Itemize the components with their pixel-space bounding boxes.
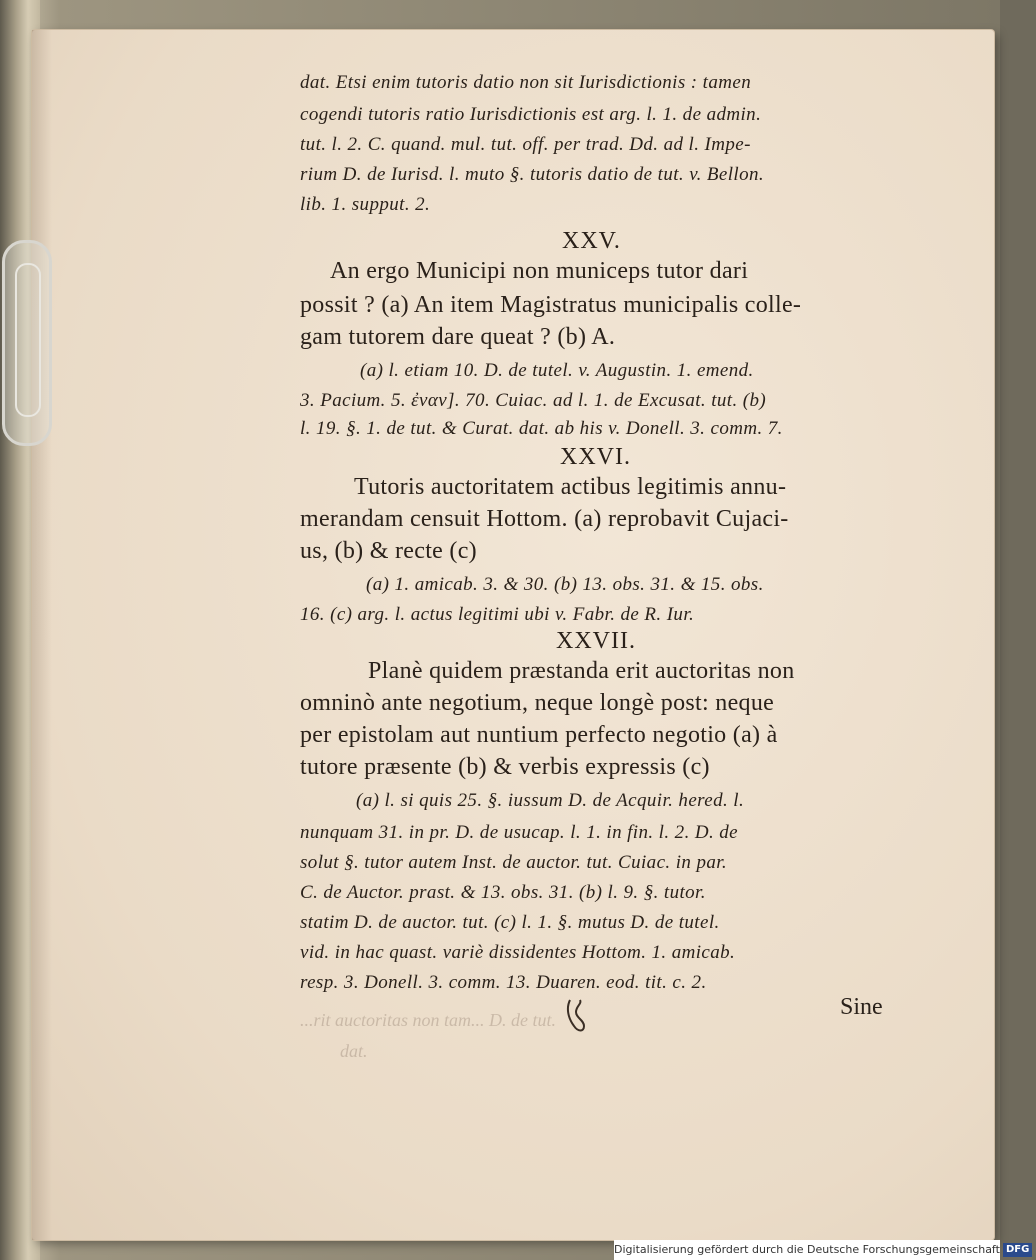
text-line: per epistolam aut nuntium perfecto negotio (a) à bbox=[300, 722, 778, 748]
footer-text: Digitalisierung gefördert durch die Deutsche Forschungsgemeinschaft bbox=[614, 1243, 1000, 1256]
text-line: An ergo Municipi non municeps tutor dari bbox=[330, 258, 749, 284]
text-line: gam tutorem dare queat ? (b) A. bbox=[300, 324, 616, 350]
catchword: Sine bbox=[840, 994, 883, 1020]
text-line: lib. 1. supput. 2. bbox=[300, 194, 431, 215]
paper-clip bbox=[2, 240, 52, 446]
dfg-logo: DFG bbox=[1003, 1243, 1032, 1257]
footnote-line: (a) l. etiam 10. D. de tutel. v. Augustin. 1. emend. bbox=[360, 360, 754, 381]
text-line: omninò ante negotium, neque longè post: neque bbox=[300, 690, 775, 716]
text-line: Tutoris auctoritatem actibus legitimis annu- bbox=[354, 474, 787, 500]
footnote-line: 16. (c) arg. l. actus legitimi ubi v. Fabr. de R. Iur. bbox=[300, 604, 695, 625]
footnote-line: solut §. tutor autem Inst. de auctor. tut. Cuiac. in par. bbox=[300, 852, 728, 873]
text-line: dat. Etsi enim tutoris datio non sit Iurisdictionis : tamen bbox=[300, 72, 752, 93]
bleed-through-text bbox=[300, 1010, 890, 1062]
text-line: Planè quidem præstanda erit auctoritas non bbox=[368, 658, 795, 684]
footnote-line: statim D. de auctor. tut. (c) l. 1. §. mutus D. de tutel. bbox=[300, 912, 720, 933]
bleed-line: dat. bbox=[340, 1041, 368, 1061]
footnote-line: (a) 1. amicab. 3. & 30. (b) 13. obs. 31. & 15. obs. bbox=[366, 574, 764, 595]
section-heading: XXVII. bbox=[556, 628, 636, 654]
footnote-line: vid. in hac quast. variè dissidentes Hottom. 1. amicab. bbox=[300, 942, 736, 963]
footnote-line: resp. 3. Donell. 3. comm. 13. Duaren. eod. tit. c. 2. bbox=[300, 972, 707, 993]
text-line: rium D. de Iurisd. l. muto §. tutoris datio de tut. v. Bellon. bbox=[300, 164, 765, 185]
ink-mark-icon bbox=[564, 996, 590, 1036]
footnote-line: C. de Auctor. prast. & 13. obs. 31. (b) l. 9. §. tutor. bbox=[300, 882, 706, 903]
footnote-line: l. 19. §. 1. de tut. & Curat. dat. ab his v. Donell. 3. comm. 7. bbox=[300, 418, 783, 439]
text-line: possit ? (a) An item Magistratus municipalis colle- bbox=[300, 292, 802, 318]
section-heading: XXVI. bbox=[560, 444, 631, 470]
section-heading: XXV. bbox=[562, 228, 621, 254]
footnote-line: 3. Pacium. 5. ἐναν]. 70. Cuiac. ad l. 1. de Excusat. tut. (b) bbox=[300, 390, 767, 411]
text-line: tutore præsente (b) & verbis expressis (c) bbox=[300, 754, 710, 780]
text-line: merandam censuit Hottom. (a) reprobavit Cujaci- bbox=[300, 506, 789, 532]
text-line: cogendi tutoris ratio Iurisdictionis est arg. l. 1. de admin. bbox=[300, 104, 762, 125]
footnote-line: (a) l. si quis 25. §. iussum D. de Acquir. hered. l. bbox=[356, 790, 745, 811]
text-line: tut. l. 2. C. quand. mul. tut. off. per trad. Dd. ad l. Impe- bbox=[300, 134, 751, 155]
footnote-line: nunquam 31. in pr. D. de usucap. l. 1. in fin. l. 2. D. de bbox=[300, 822, 739, 843]
paper-clip-inner bbox=[15, 263, 41, 417]
digitization-footer bbox=[614, 1240, 1030, 1260]
bleed-line: ...rit auctoritas non tam... D. de tut. bbox=[300, 1010, 556, 1030]
text-line: us, (b) & recte (c) bbox=[300, 538, 477, 564]
page-gutter-shadow bbox=[32, 30, 52, 1240]
